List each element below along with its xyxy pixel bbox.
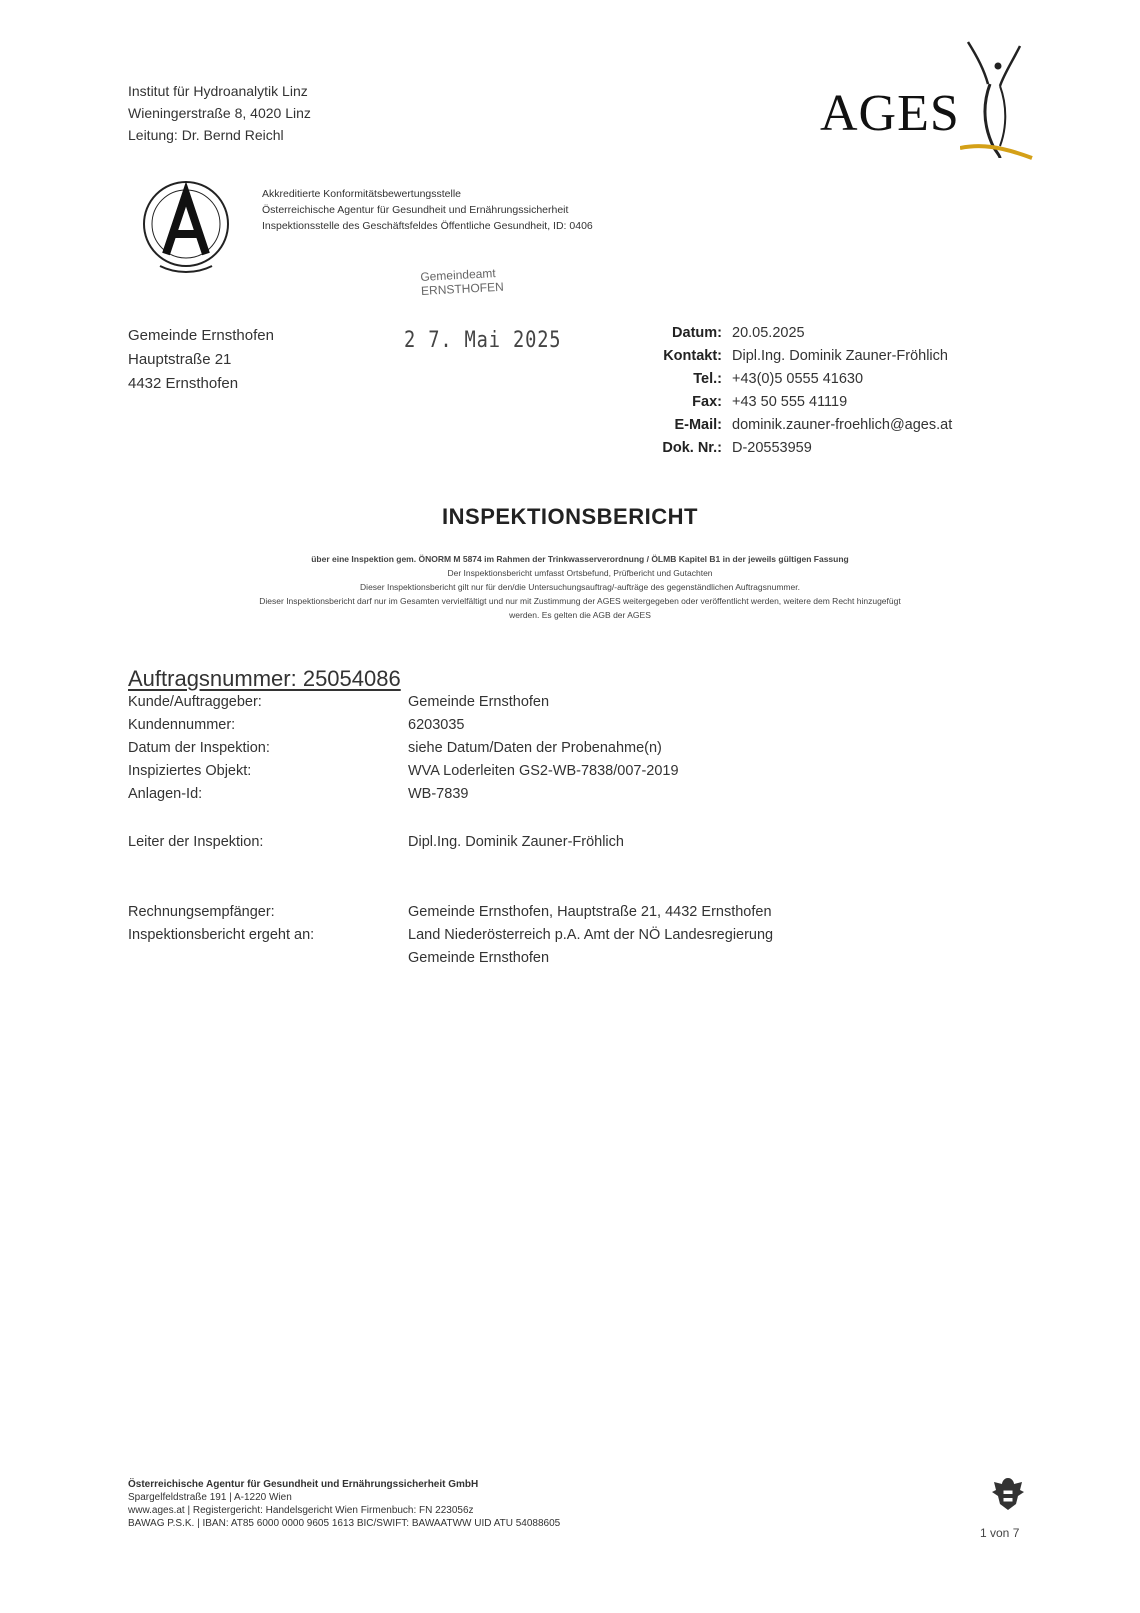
field-value: Gemeinde Ernsthofen, Hauptstraße 21, 4432 Ernsthofen bbox=[408, 904, 772, 920]
meta-date-value: 20.05.2025 bbox=[732, 325, 805, 341]
meta-contact-label: Kontakt: bbox=[663, 348, 722, 364]
meta-doc-row bbox=[560, 437, 952, 460]
accreditation-a-icon bbox=[140, 174, 232, 280]
footer-address: Spargelfeldstraße 191 | A-1220 Wien bbox=[128, 1492, 292, 1503]
accreditation-seal bbox=[140, 174, 232, 280]
field-inspection-date bbox=[128, 740, 662, 756]
field-value: Gemeinde Ernsthofen bbox=[408, 694, 550, 710]
received-stamp-date: 2 7. Mai 2025 bbox=[404, 328, 562, 353]
field-value: Dipl.Ing. Dominik Zauner-Fröhlich bbox=[408, 834, 624, 850]
meta-date-row bbox=[560, 322, 952, 345]
meta-tel-label: Tel.: bbox=[693, 371, 722, 387]
meta-tel-value: +43(0)5 0555 41630 bbox=[732, 371, 864, 387]
austria-eagle-icon bbox=[990, 1474, 1026, 1514]
accreditation-line: Inspektionsstelle des Geschäftsfeldes Öffentliche Gesundheit, ID: 0406 bbox=[262, 220, 593, 232]
field-value: siehe Datum/Daten der Probenahme(n) bbox=[408, 740, 662, 756]
ages-figure-icon bbox=[960, 36, 1040, 166]
accreditation-text bbox=[262, 186, 593, 234]
field-value: 6203035 bbox=[408, 717, 465, 733]
meta-contact-row bbox=[560, 345, 952, 368]
recipient-address bbox=[128, 324, 274, 396]
recipient-line: Gemeinde Ernsthofen bbox=[128, 327, 274, 344]
field-plant-id bbox=[128, 786, 468, 802]
field-inspected-object bbox=[128, 763, 679, 779]
field-label: Rechnungsempfänger: bbox=[128, 904, 275, 920]
field-label: Inspektionsbericht ergeht an: bbox=[128, 927, 315, 943]
institute-address: Wieningerstraße 8, 4020 Linz bbox=[128, 105, 311, 121]
field-invoice-recipient bbox=[128, 904, 772, 920]
field-label: Anlagen-Id: bbox=[128, 786, 203, 802]
field-value: Land Niederösterreich p.A. Amt der NÖ Landesregierung bbox=[408, 927, 774, 943]
footer-register: www.ages.at | Registergericht: Handelsgericht Wien Firmenbuch: FN 223056z bbox=[128, 1505, 474, 1516]
document-meta bbox=[560, 322, 952, 460]
institute-block bbox=[128, 80, 311, 146]
meta-doc-label: Dok. Nr.: bbox=[662, 440, 722, 456]
received-stamp-office bbox=[420, 266, 504, 298]
field-value: WB-7839 bbox=[408, 786, 469, 802]
field-label: Inspiziertes Objekt: bbox=[128, 763, 252, 779]
report-fine-print bbox=[140, 552, 1020, 622]
meta-tel-row bbox=[560, 368, 952, 391]
meta-email-label: E-Mail: bbox=[674, 417, 722, 433]
meta-fax-row bbox=[560, 391, 952, 414]
field-label: Kundennummer: bbox=[128, 717, 236, 733]
field-value: Gemeinde Ernsthofen bbox=[408, 950, 550, 966]
fine-print-line: werden. Es gelten die AGB der AGES bbox=[509, 610, 651, 620]
footer-bank: BAWAG P.S.K. | IBAN: AT85 6000 0000 9605 1613 BIC/SWIFT: BAWAATWW UID ATU 54088605 bbox=[128, 1518, 561, 1529]
meta-fax-label: Fax: bbox=[692, 394, 722, 410]
fine-print-line: Dieser Inspektionsbericht darf nur im Gesamten vervielfältigt und nur mit Zustimmung der AGES weitergegeben oder veröffentlicht werden, weitere dem Recht hinzugefügt bbox=[259, 596, 901, 606]
meta-fax-value: +43 50 555 41119 bbox=[732, 394, 848, 410]
stamp-office-line: ERNSTHOFEN bbox=[420, 279, 505, 298]
fine-print-line: Dieser Inspektionsbericht gilt nur für den/die Untersuchungsauftrag/-aufträge des gegenständlichen Auftragsnummer. bbox=[360, 582, 800, 592]
accreditation-line: Österreichische Agentur für Gesundheit und Ernährungssicherheit bbox=[262, 204, 569, 216]
footer bbox=[128, 1478, 560, 1530]
fine-print-line: Der Inspektionsbericht umfasst Ortsbefund, Prüfbericht und Gutachten bbox=[447, 568, 713, 578]
stamp-office-line: Gemeindeamt bbox=[420, 266, 497, 284]
meta-email-row bbox=[560, 414, 952, 437]
order-number-heading: Auftragsnummer: 25054086 bbox=[128, 666, 401, 691]
field-label: Datum der Inspektion: bbox=[128, 740, 270, 756]
report-title: INSPEKTIONSBERICHT bbox=[442, 504, 698, 529]
institute-head: Leitung: Dr. Bernd Reichl bbox=[128, 127, 284, 143]
field-label: Kunde/Auftraggeber: bbox=[128, 694, 262, 710]
meta-date-label: Datum: bbox=[672, 325, 722, 341]
fine-print-line: über eine Inspektion gem. ÖNORM M 5874 im Rahmen der Trinkwasserverordnung / ÖLMB Kapitel B1 in der jeweils gültigen Fassung bbox=[311, 554, 849, 564]
field-distribution-cont bbox=[128, 950, 549, 966]
meta-contact-value: Dipl.Ing. Dominik Zauner-Fröhlich bbox=[732, 348, 948, 364]
field-customer-number bbox=[128, 717, 464, 733]
field-customer bbox=[128, 694, 549, 710]
field-label: Leiter der Inspektion: bbox=[128, 834, 264, 850]
recipient-line: Hauptstraße 21 bbox=[128, 351, 232, 368]
recipient-line: 4432 Ernsthofen bbox=[128, 375, 239, 392]
field-inspector bbox=[128, 834, 624, 850]
accreditation-line: Akkreditierte Konformitätsbewertungsstelle bbox=[262, 188, 462, 200]
meta-email-value: dominik.zauner-froehlich@ages.at bbox=[732, 417, 953, 433]
meta-doc-value: D-20553959 bbox=[732, 440, 812, 456]
field-distribution bbox=[128, 927, 773, 943]
ages-logo bbox=[820, 36, 1040, 166]
page-number: 1 von 7 bbox=[980, 1526, 1020, 1540]
field-value: WVA Loderleiten GS2-WB-7838/007-2019 bbox=[408, 763, 679, 779]
footer-company: Österreichische Agentur für Gesundheit und Ernährungssicherheit GmbH bbox=[128, 1479, 479, 1490]
institute-name: Institut für Hydroanalytik Linz bbox=[128, 83, 308, 99]
ages-logo-text: AGES bbox=[820, 85, 960, 142]
